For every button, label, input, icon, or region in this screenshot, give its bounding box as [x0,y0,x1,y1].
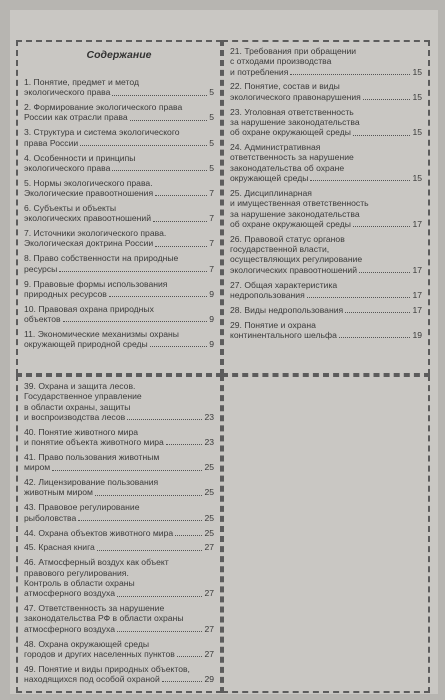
toc-entry-line: с отходами производства [230,56,332,67]
toc-entry-line: 28. Виды недропользования [230,304,344,315]
dot-leader [59,271,207,272]
toc-entry-line: 22. Понятие, состав и виды [230,81,340,92]
dot-leader [353,135,411,136]
toc-page-number: 9 [209,313,214,324]
toc-page-number: 5 [209,162,214,173]
toc-page-number: 15 [412,173,422,184]
toc-entry-line: и понятие объекта животного мира [24,437,164,448]
dot-leader [63,321,208,322]
dot-leader [153,221,207,222]
dot-leader [290,74,410,75]
toc-entry-line: 4. Особенности и принципы [24,152,136,163]
toc-list-bottom-left [24,381,214,684]
toc-entry-line: 25. Дисциплинарная [230,187,312,198]
toc-entry[interactable] [24,557,214,598]
toc-entry[interactable] [24,502,214,523]
toc-entry[interactable] [230,81,422,102]
toc-page-number: 7 [209,188,214,199]
toc-page-number: 7 [209,263,214,274]
toc-entry-line: за нарушение законодательства [230,116,360,127]
toc-entry-line: экологического права [24,162,111,173]
toc-entry[interactable] [230,46,422,77]
toc-cell-top-right [222,40,430,375]
dot-leader [339,337,411,338]
toc-entry-line: и потребления [230,66,289,77]
toc-entry-line: 5. Нормы экологического права. [24,177,153,188]
toc-entry[interactable] [24,304,214,325]
toc-entry[interactable] [230,320,422,341]
toc-entry[interactable] [24,528,214,538]
toc-entry-line: экологического правонарушения [230,91,361,102]
toc-page-number: 5 [209,137,214,148]
toc-entry-line: атмосферного воздуха [24,588,115,599]
toc-entry-line: городов и других населенных пунктов [24,648,175,659]
toc-entry-line: 49. Понятие и виды природных объектов, [24,663,190,674]
toc-entry[interactable] [24,253,214,274]
toc-page-number: 27 [204,623,214,634]
toc-entry-line: 44. Охрана объектов животного мира [24,527,174,538]
toc-entry-line: атмосферного воздуха [24,623,115,634]
toc-page-number: 27 [204,542,214,553]
toc-entry-line: 26. Правовой статус органов [230,233,345,244]
toc-entry-line: животным миром [24,487,93,498]
dot-leader [95,495,202,496]
toc-title: Содержание [86,49,152,61]
toc-entry-line: законодательства об охране [230,162,345,173]
toc-entry-line: Контроль в области охраны [24,577,135,588]
toc-page-number: 17 [412,218,422,229]
toc-page-number: 9 [209,288,214,299]
toc-entry-line: миром [24,462,51,473]
dot-leader [52,470,202,471]
toc-entry-line: окружающей среды [230,173,309,184]
toc-entry-line: 42. Лицензирование пользования [24,477,159,488]
toc-entry-line: России как отрасли права [24,112,128,123]
toc-entry-line: Экологические правоотношения [24,188,154,199]
toc-entry-line: 1. Понятие, предмет и метод [24,77,139,87]
toc-entry-line: 23. Уголовная ответственность [230,106,354,117]
toc-entry-line: ресурсы [24,263,58,274]
toc-entry-line: континентального шельфа [230,329,337,340]
toc-entry-line: в области охраны, защиты [24,401,131,412]
toc-entry-line: 43. Правовое регулирование [24,502,140,513]
toc-entry-line: 2. Формирование экологического права [24,102,183,113]
toc-entry[interactable] [24,603,214,634]
toc-entry-line: 47. Ответственность за нарушение [24,603,165,614]
dot-leader [112,170,207,171]
dot-leader [109,296,207,297]
toc-page [10,10,438,694]
dot-leader [345,312,410,313]
toc-entry-line: Экологическая доктрина России [24,238,154,249]
dot-leader [166,444,203,445]
toc-entry[interactable] [230,142,422,183]
toc-entry[interactable] [230,234,422,275]
dot-leader [310,180,410,181]
toc-entry-line: окружающей природной среды [24,339,148,350]
dot-leader [130,120,208,121]
toc-entry-line: 39. Охрана и защита лесов. [24,381,136,391]
toc-entry-line: и имущественная ответственность [230,198,369,209]
toc-page-number: 27 [204,648,214,659]
toc-entry-line: 7. Источники экологического права. [24,228,167,239]
toc-entry[interactable] [24,664,214,685]
toc-entry[interactable] [24,477,214,498]
toc-entry-line: 46. Атмосферный воздух как объект [24,557,169,568]
toc-page-number: 15 [412,91,422,102]
toc-page-number: 17 [412,264,422,275]
toc-page-number: 17 [412,304,422,315]
toc-entry-line: 10. Правовая охрана природных [24,303,154,314]
toc-entry[interactable] [24,452,214,473]
dot-leader [359,272,410,273]
dot-leader [155,246,207,247]
toc-page-number: 15 [412,66,422,77]
toc-entry-line: 3. Структура и система экологического [24,127,180,138]
toc-entry[interactable] [24,329,214,350]
toc-page-number: 23 [204,411,214,422]
toc-entry-line: 8. Право собственности на природные [24,253,179,264]
toc-entry[interactable] [230,107,422,138]
toc-entry-line: природных ресурсов [24,288,107,299]
toc-entry-line: правового регулирования. [24,567,129,578]
dot-leader [353,226,411,227]
toc-entry-line: об охране окружающей среды [230,218,351,229]
toc-entry-line: недропользования [230,289,305,300]
toc-page-number: 7 [209,238,214,249]
toc-entry-line: за нарушение законодательства [230,208,360,219]
dot-leader [80,145,207,146]
toc-list-left [24,77,214,349]
dot-leader [363,99,411,100]
toc-entry[interactable] [230,188,422,229]
dot-leader [127,419,202,420]
toc-page-number: 15 [412,127,422,138]
toc-entry[interactable] [24,542,214,552]
toc-entry[interactable] [230,305,422,315]
toc-entry[interactable] [24,127,214,148]
toc-entry[interactable] [230,280,422,301]
toc-page-number: 7 [209,213,214,224]
toc-entry[interactable] [24,203,214,224]
toc-page-number: 23 [204,437,214,448]
toc-entry-line: ответственность за нарушение [230,152,354,163]
toc-entry-line: экологических правоотношений [24,213,151,224]
toc-entry-line: объектов [24,313,61,324]
dot-leader [175,535,202,536]
toc-cell-bottom-right-empty [222,375,430,693]
toc-entry-line: 6. Субъекты и объекты [24,202,117,213]
dot-leader [307,297,411,298]
toc-page-number: 25 [204,527,214,538]
toc-page-number: 9 [209,339,214,350]
toc-page-number: 27 [204,588,214,599]
toc-page-number: 25 [204,487,214,498]
toc-entry-line: экологических правоотношений [230,264,357,275]
toc-entry-line: законодательства РФ в области охраны [24,613,184,624]
toc-entry-line: 27. Общая характеристика [230,279,338,290]
toc-entry[interactable] [24,381,214,422]
dot-leader [162,681,203,682]
toc-entry[interactable] [24,228,214,249]
dot-leader [177,656,203,657]
toc-page-number: 5 [209,112,214,123]
toc-entry-line: рыболовства [24,512,77,523]
toc-entry[interactable] [24,102,214,123]
toc-cell-bottom-left [16,375,222,693]
dot-leader [97,550,203,551]
toc-entry[interactable] [24,178,214,199]
dot-leader [155,195,207,196]
toc-page-number: 19 [412,329,422,340]
toc-entry-line: экологического права [24,87,111,98]
dot-leader [150,346,207,347]
toc-entry-line: об охране окружающей среды [230,127,351,138]
toc-entry-line: 9. Правовые формы использования [24,278,168,289]
toc-entry-line: 41. Право пользования животным [24,451,160,462]
toc-entry-line: 21. Требования при обращении [230,46,357,56]
toc-entry-line: 11. Экономические механизмы охраны [24,328,179,339]
toc-entry-line: 45. Красная книга [24,542,95,553]
toc-entry-line: государственной власти, [230,244,330,255]
toc-entry-line: права России [24,137,79,148]
toc-cell-top-left [16,40,222,375]
dot-leader [78,520,202,521]
toc-entry[interactable] [24,153,214,174]
toc-page-number: 17 [412,289,422,300]
toc-entry-line: 24. Административная [230,142,321,153]
dot-leader [117,596,202,597]
toc-entry[interactable] [24,639,214,660]
toc-page-number: 25 [204,512,214,523]
toc-entry-line: осуществляющих регулирование [230,254,363,265]
toc-entry-line: 29. Понятие и охрана [230,319,316,330]
toc-entry-line: и воспроизводства лесов [24,411,126,422]
toc-entry-line: 40. Понятие животного мира [24,426,139,437]
dot-leader [117,631,202,632]
toc-entry[interactable] [24,77,214,98]
toc-entry-line: находящихся под особой охраной [24,674,160,685]
toc-page-number: 5 [209,87,214,98]
toc-page-number: 25 [204,462,214,473]
toc-entry-line: 48. Охрана окружающей среды [24,638,150,649]
dot-leader [112,95,207,96]
toc-entry-line: Государственное управление [24,391,142,402]
toc-entry[interactable] [24,279,214,300]
toc-list-right [230,46,422,340]
toc-entry[interactable] [24,427,214,448]
toc-page-number: 29 [204,674,214,685]
